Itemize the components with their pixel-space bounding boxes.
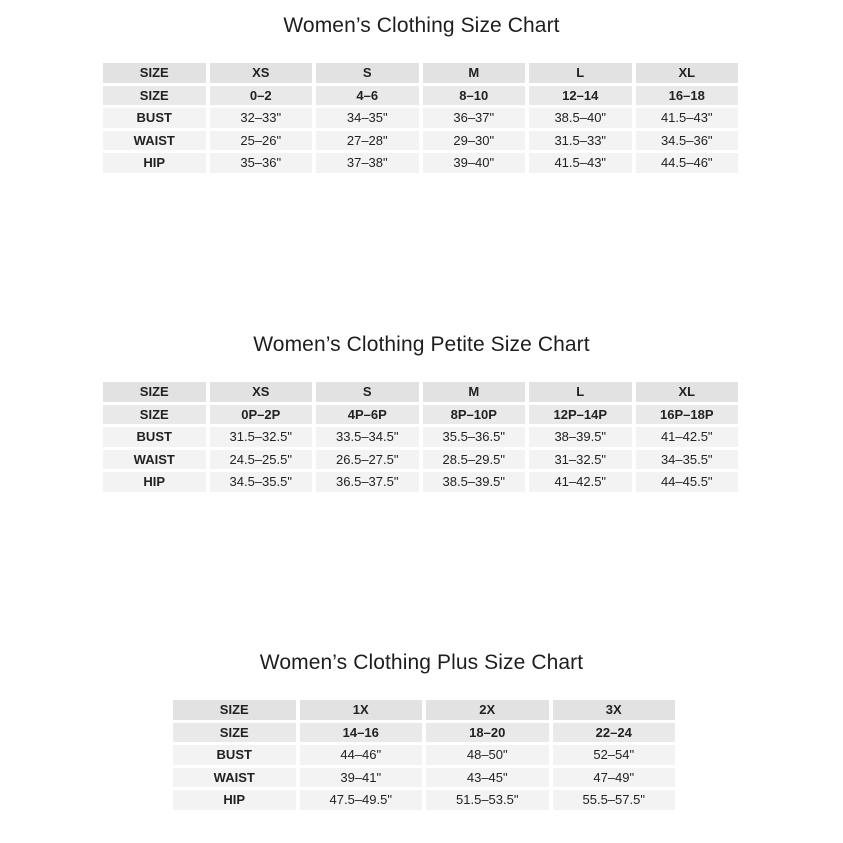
- size-table-petite: [99, 379, 742, 495]
- header-cell: L: [529, 63, 632, 83]
- table-cell: 38.5–40": [529, 108, 632, 128]
- header-cell: SIZE: [103, 382, 206, 402]
- table-cell: 43–45": [426, 768, 549, 788]
- table-cell: 31–32.5": [529, 450, 632, 470]
- table-cell: 38–39.5": [529, 427, 632, 447]
- table-cell: 48–50": [426, 745, 549, 765]
- header-cell: 3X: [553, 700, 676, 720]
- table-cell: 38.5–39.5": [423, 472, 526, 492]
- table-row: [173, 745, 675, 765]
- header-cell: S: [316, 63, 419, 83]
- table-cell: 41–42.5": [529, 472, 632, 492]
- table-cell: 35.5–36.5": [423, 427, 526, 447]
- table-cell: 0P–2P: [210, 405, 313, 425]
- header-cell: 2X: [426, 700, 549, 720]
- table-cell: 35–36": [210, 153, 313, 173]
- table-cell: 34.5–35.5": [210, 472, 313, 492]
- table-cell: 41.5–43": [529, 153, 632, 173]
- table-row: [173, 790, 675, 810]
- table-cell: 47–49": [553, 768, 676, 788]
- table-header-row: [173, 700, 675, 720]
- header-cell: XL: [636, 63, 739, 83]
- table-cell: 31.5–32.5": [210, 427, 313, 447]
- size-table-regular: [99, 60, 742, 176]
- table-cell: 8–10: [423, 86, 526, 106]
- table-cell: 31.5–33": [529, 131, 632, 151]
- header-cell: SIZE: [103, 63, 206, 83]
- table-cell: 44–45.5": [636, 472, 739, 492]
- table-cell: 26.5–27.5": [316, 450, 419, 470]
- table-cell: 51.5–53.5": [426, 790, 549, 810]
- table-cell: 39–41": [300, 768, 423, 788]
- table-row: [173, 768, 675, 788]
- table-header-row: [103, 382, 738, 402]
- table-header-row: [103, 63, 738, 83]
- row-label: HIP: [103, 153, 206, 173]
- header-cell: XS: [210, 63, 313, 83]
- table-cell: 27–28": [316, 131, 419, 151]
- table-cell: 39–40": [423, 153, 526, 173]
- table-row: [103, 153, 738, 173]
- row-label: SIZE: [103, 405, 206, 425]
- row-label: WAIST: [173, 768, 296, 788]
- table-row: [103, 108, 738, 128]
- table-cell: 44–46": [300, 745, 423, 765]
- table-cell: 16–18: [636, 86, 739, 106]
- size-table-plus: [169, 697, 679, 813]
- table-cell: 12P–14P: [529, 405, 632, 425]
- size-chart-petite: [0, 333, 843, 357]
- table-cell: 14–16: [300, 723, 423, 743]
- table-cell: 29–30": [423, 131, 526, 151]
- table-row: [103, 86, 738, 106]
- table-cell: 37–38": [316, 153, 419, 173]
- table-cell: 0–2: [210, 86, 313, 106]
- table-row: [103, 131, 738, 151]
- row-label: WAIST: [103, 131, 206, 151]
- row-label: HIP: [173, 790, 296, 810]
- table-cell: 25–26": [210, 131, 313, 151]
- table-cell: 18–20: [426, 723, 549, 743]
- header-cell: M: [423, 63, 526, 83]
- table-cell: 16P–18P: [636, 405, 739, 425]
- table-row: [103, 450, 738, 470]
- table-cell: 55.5–57.5": [553, 790, 676, 810]
- size-chart-regular: [0, 14, 843, 38]
- table-cell: 12–14: [529, 86, 632, 106]
- row-label: BUST: [173, 745, 296, 765]
- row-label: SIZE: [173, 723, 296, 743]
- table-row: [173, 723, 675, 743]
- table-cell: 32–33": [210, 108, 313, 128]
- header-cell: L: [529, 382, 632, 402]
- table-cell: 47.5–49.5": [300, 790, 423, 810]
- table-cell: 4–6: [316, 86, 419, 106]
- row-label: WAIST: [103, 450, 206, 470]
- table-cell: 36–37": [423, 108, 526, 128]
- table-cell: 34–35.5": [636, 450, 739, 470]
- header-cell: 1X: [300, 700, 423, 720]
- table-cell: 4P–6P: [316, 405, 419, 425]
- header-cell: SIZE: [173, 700, 296, 720]
- table-row: [103, 427, 738, 447]
- header-cell: XL: [636, 382, 739, 402]
- table-cell: 8P–10P: [423, 405, 526, 425]
- chart-title: Women’s Clothing Plus Size Chart: [259, 651, 584, 674]
- table-cell: 36.5–37.5": [316, 472, 419, 492]
- table-cell: 28.5–29.5": [423, 450, 526, 470]
- table-cell: 24.5–25.5": [210, 450, 313, 470]
- table-row: [103, 472, 738, 492]
- row-label: HIP: [103, 472, 206, 492]
- size-chart-plus: [0, 651, 843, 675]
- header-cell: M: [423, 382, 526, 402]
- row-label: BUST: [103, 108, 206, 128]
- row-label: SIZE: [103, 86, 206, 106]
- header-cell: XS: [210, 382, 313, 402]
- table-cell: 22–24: [553, 723, 676, 743]
- table-cell: 41.5–43": [636, 108, 739, 128]
- table-row: [103, 405, 738, 425]
- table-cell: 33.5–34.5": [316, 427, 419, 447]
- table-cell: 34.5–36": [636, 131, 739, 151]
- chart-title: Women’s Clothing Petite Size Chart: [253, 333, 590, 356]
- chart-title: Women’s Clothing Size Chart: [283, 14, 560, 37]
- table-cell: 34–35": [316, 108, 419, 128]
- header-cell: S: [316, 382, 419, 402]
- table-cell: 44.5–46": [636, 153, 739, 173]
- row-label: BUST: [103, 427, 206, 447]
- table-cell: 41–42.5": [636, 427, 739, 447]
- table-cell: 52–54": [553, 745, 676, 765]
